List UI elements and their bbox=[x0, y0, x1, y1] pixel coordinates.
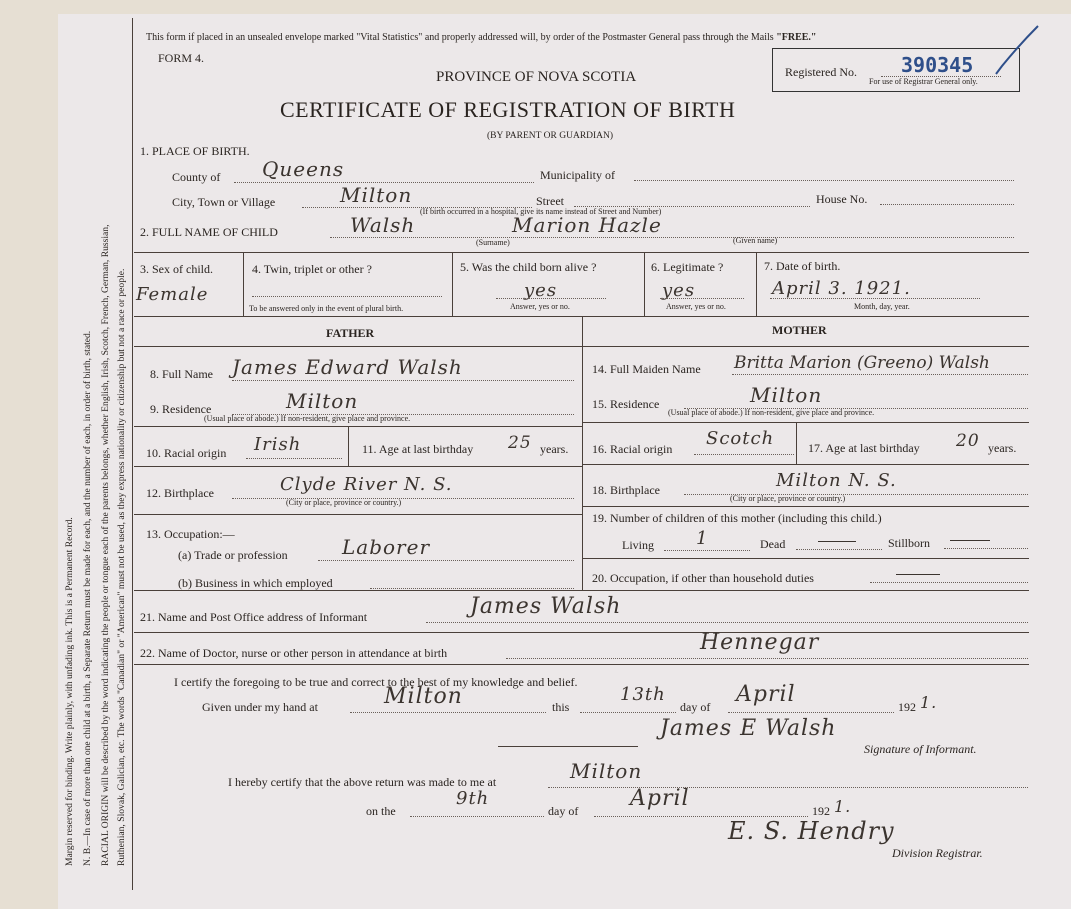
mother-racial-value: Scotch bbox=[706, 428, 775, 449]
children-count-label: 19. Number of children of this mother (including this child.) bbox=[592, 511, 882, 525]
given-year-prefix: 192 bbox=[898, 700, 916, 714]
on-the-label: on the bbox=[366, 804, 396, 818]
father-birthplace-value: Clyde River N. S. bbox=[280, 474, 453, 495]
mother-name-value: Britta Marion (Greeno) Walsh bbox=[734, 353, 990, 373]
informant-line bbox=[426, 622, 1028, 623]
registered-number-line bbox=[881, 76, 1001, 77]
living-label: Living bbox=[622, 538, 654, 552]
parents-divider bbox=[582, 316, 583, 590]
business-label: (b) Business in which employed bbox=[178, 576, 333, 590]
registrar-certify-text: I hereby certify that the above return was made to me at bbox=[228, 775, 497, 789]
parents-heading-rule bbox=[134, 346, 1029, 347]
father-racial-divider bbox=[348, 426, 349, 466]
father-racial-value: Irish bbox=[254, 434, 302, 455]
mother-birthplace-note: (City or place, province or country.) bbox=[730, 494, 846, 503]
father-birthplace-note: (City or place, province or country.) bbox=[286, 498, 402, 507]
registered-number-label: Registered No. bbox=[785, 65, 857, 79]
house-line bbox=[880, 204, 1014, 205]
informant-value: James Walsh bbox=[470, 594, 622, 619]
father-age-value: 25 bbox=[508, 433, 532, 453]
father-racial-label: 10. Racial origin bbox=[146, 446, 227, 460]
registrar-day-line bbox=[410, 816, 544, 817]
father-residence-rule bbox=[134, 426, 582, 427]
mother-name-label: 14. Full Maiden Name bbox=[592, 362, 701, 376]
house-label: House No. bbox=[816, 192, 868, 206]
mother-name-line bbox=[732, 374, 1028, 375]
mother-residence-value: Milton bbox=[750, 383, 823, 407]
province-title: PROVINCE OF NOVA SCOTIA bbox=[436, 69, 637, 85]
certify-text: I certify the foregoing to be true and correct to the best of my knowledge and belief. bbox=[174, 675, 578, 689]
row3-divider-2 bbox=[452, 252, 453, 316]
mother-occupation-line bbox=[870, 582, 1028, 583]
sex-value: Female bbox=[136, 284, 209, 305]
registrar-place-value: Milton bbox=[570, 759, 643, 783]
registrar-month-value: April bbox=[630, 786, 690, 811]
row3-divider-4 bbox=[756, 252, 757, 316]
given-place-line bbox=[350, 712, 546, 713]
stillborn-label: Stillborn bbox=[888, 536, 931, 550]
dead-dash bbox=[818, 541, 856, 542]
business-line bbox=[370, 588, 574, 589]
father-residence-label: 9. Residence bbox=[150, 402, 212, 416]
this-label: this bbox=[552, 700, 570, 714]
hospital-note: (If birth occurred in a hospital, give its name instead of Street and Number) bbox=[420, 207, 662, 216]
certificate-subtitle: (BY PARENT OR GUARDIAN) bbox=[487, 131, 614, 141]
trade-line bbox=[318, 560, 574, 561]
date-of-birth-value: April 3. 1921. bbox=[772, 278, 911, 299]
binding-margin-line bbox=[132, 18, 133, 890]
living-value: 1 bbox=[696, 528, 709, 549]
margin-note-1: Margin reserved for binding. Write plainly, with unfading ink. This is a Permanent Record. bbox=[64, 517, 75, 866]
twin-note: To be answered only in the event of plural birth. bbox=[249, 304, 404, 313]
registrar-day-of-label: day of bbox=[548, 804, 579, 818]
given-name-note: (Given name) bbox=[733, 236, 778, 245]
mother-residence-rule bbox=[582, 422, 1029, 423]
date-of-birth-label: 7. Date of birth. bbox=[764, 259, 841, 273]
father-birthplace-rule bbox=[134, 514, 582, 515]
father-racial-line bbox=[246, 458, 342, 459]
living-line bbox=[664, 550, 750, 551]
alive-note: Answer, yes or no. bbox=[510, 302, 570, 311]
alive-line bbox=[496, 298, 606, 299]
row3-top-rule bbox=[134, 252, 1029, 253]
twin-label: 4. Twin, triplet or other ? bbox=[252, 262, 372, 276]
father-residence-value: Milton bbox=[286, 389, 359, 413]
alive-value: yes bbox=[524, 280, 558, 301]
trade-label: (a) Trade or profession bbox=[178, 548, 288, 562]
signature-left-rule bbox=[498, 746, 638, 747]
margin-note-4: Ruthenian, Slovak, Galician, etc. The words "Canadian" or "American" must not be used, as they express nationality or citizenship but not a race or people. bbox=[116, 268, 127, 866]
city-value: Milton bbox=[340, 183, 413, 207]
legitimate-value: yes bbox=[662, 280, 696, 301]
child-given-value: Marion Hazle bbox=[512, 213, 662, 237]
mother-age-label: 17. Age at last birthday bbox=[808, 441, 920, 455]
registered-number-note: For use of Registrar General only. bbox=[869, 77, 978, 86]
row3-divider-3 bbox=[644, 252, 645, 316]
blue-check-mark bbox=[992, 22, 1042, 82]
margin-note-3: RACIAL ORIGIN will be described by the word indicating the people or tongue each of the parents belongs, whether English, Irish, Scotch, French, German, Russian, bbox=[100, 224, 111, 866]
sex-label: 3. Sex of child. bbox=[140, 262, 213, 276]
father-age-label: 11. Age at last birthday bbox=[362, 442, 474, 456]
registrar-year-suffix: 1. bbox=[834, 797, 852, 816]
date-of-birth-line bbox=[770, 298, 980, 299]
parents-bottom-rule bbox=[134, 590, 1029, 591]
father-age-unit: years. bbox=[540, 442, 569, 456]
registered-number-box bbox=[772, 48, 1020, 92]
given-day-value: 13th bbox=[620, 684, 666, 705]
given-place-value: Milton bbox=[384, 684, 463, 709]
doctor-label: 22. Name of Doctor, nurse or other person in attendance at birth bbox=[140, 646, 448, 660]
given-month-line bbox=[728, 712, 894, 713]
legitimate-label: 6. Legitimate ? bbox=[651, 260, 724, 274]
municipality-line bbox=[634, 180, 1014, 181]
informant-signature: James E Walsh bbox=[660, 716, 837, 741]
form-number: FORM 4. bbox=[158, 51, 205, 65]
place-of-birth-heading: 1. PLACE OF BIRTH. bbox=[140, 144, 250, 158]
twin-line bbox=[252, 296, 442, 297]
child-surname-value: Walsh bbox=[350, 213, 416, 237]
certificate-title: CERTIFICATE OF REGISTRATION OF BIRTH bbox=[280, 97, 736, 122]
mother-occupation-dash bbox=[896, 574, 940, 575]
mother-racial-line bbox=[694, 454, 794, 455]
father-name-value: James Edward Walsh bbox=[232, 355, 463, 379]
child-name-line bbox=[330, 237, 1014, 238]
given-under-hand-label: Given under my hand at bbox=[202, 700, 318, 714]
signature-of-informant-label: Signature of Informant. bbox=[864, 742, 977, 756]
county-label: County of bbox=[172, 170, 221, 184]
registrar-day-value: 9th bbox=[456, 788, 490, 809]
mother-age-value: 20 bbox=[956, 431, 980, 451]
margin-note-2: N. B.—In case of more than one child at a birth, a Separate Return must be made for each, and the number of each, in order of birth, stated. bbox=[82, 330, 93, 866]
given-day-of-label: day of bbox=[680, 700, 711, 714]
trade-value: Laborer bbox=[342, 535, 431, 559]
doctor-line bbox=[506, 658, 1028, 659]
legitimate-note: Answer, yes or no. bbox=[666, 302, 726, 311]
legitimate-line bbox=[660, 298, 744, 299]
mother-children-rule bbox=[582, 558, 1029, 559]
father-name-line bbox=[232, 380, 574, 381]
mother-residence-note: (Usual place of abode.) If non-resident, give place and province. bbox=[668, 408, 875, 417]
registered-number-value: 390345 bbox=[901, 53, 974, 77]
registrar-signature: E. S. Hendry bbox=[728, 817, 895, 845]
father-birthplace-line bbox=[232, 498, 574, 499]
mother-racial-rule bbox=[582, 464, 1029, 465]
county-value: Queens bbox=[262, 157, 345, 181]
informant-rule bbox=[134, 632, 1029, 633]
street-label: Street bbox=[536, 194, 564, 208]
given-day-line bbox=[580, 712, 676, 713]
dead-line bbox=[796, 549, 882, 550]
doctor-rule bbox=[134, 664, 1029, 665]
mother-racial-divider bbox=[796, 422, 797, 464]
city-label: City, Town or Village bbox=[172, 195, 276, 209]
stillborn-dash bbox=[950, 540, 990, 541]
mother-birthplace-label: 18. Birthplace bbox=[592, 483, 660, 497]
row3-divider-1 bbox=[243, 252, 244, 316]
registrar-place-line bbox=[548, 787, 1028, 788]
alive-label: 5. Was the child born alive ? bbox=[460, 260, 597, 274]
given-month-value: April bbox=[736, 682, 796, 707]
mother-occupation-label: 20. Occupation, if other than household duties bbox=[592, 571, 814, 585]
mother-age-unit: years. bbox=[988, 441, 1017, 455]
mail-notice: This form if placed in an unsealed envelope marked "Vital Statistics" and properly addressed will, by order of the Postmaster General pass through the Mails "FREE." bbox=[146, 32, 817, 43]
father-name-label: 8. Full Name bbox=[150, 367, 213, 381]
father-occupation-label: 13. Occupation:— bbox=[146, 527, 235, 541]
mother-birthplace-rule bbox=[582, 506, 1029, 507]
surname-note: (Surname) bbox=[476, 238, 510, 247]
doctor-value: Hennegar bbox=[700, 630, 820, 655]
mother-heading: MOTHER bbox=[772, 323, 827, 337]
stillborn-line bbox=[944, 548, 1028, 549]
date-of-birth-note: Month, day, year. bbox=[854, 302, 910, 311]
division-registrar-label: Division Registrar. bbox=[892, 846, 983, 860]
mother-birthplace-value: Milton N. S. bbox=[776, 470, 897, 491]
dead-label: Dead bbox=[760, 537, 786, 551]
informant-label: 21. Name and Post Office address of Informant bbox=[140, 610, 368, 624]
mother-racial-label: 16. Racial origin bbox=[592, 442, 673, 456]
given-year-suffix: 1. bbox=[920, 693, 938, 712]
father-heading: FATHER bbox=[326, 326, 375, 340]
father-racial-rule bbox=[134, 466, 582, 467]
father-residence-note: (Usual place of abode.) If non-resident, give place and province. bbox=[204, 414, 411, 423]
mother-residence-label: 15. Residence bbox=[592, 397, 660, 411]
municipality-label: Municipality of bbox=[540, 168, 615, 182]
registrar-year-prefix: 192 bbox=[812, 804, 830, 818]
child-name-label: 2. FULL NAME OF CHILD bbox=[140, 225, 278, 239]
father-birthplace-label: 12. Birthplace bbox=[146, 486, 214, 500]
